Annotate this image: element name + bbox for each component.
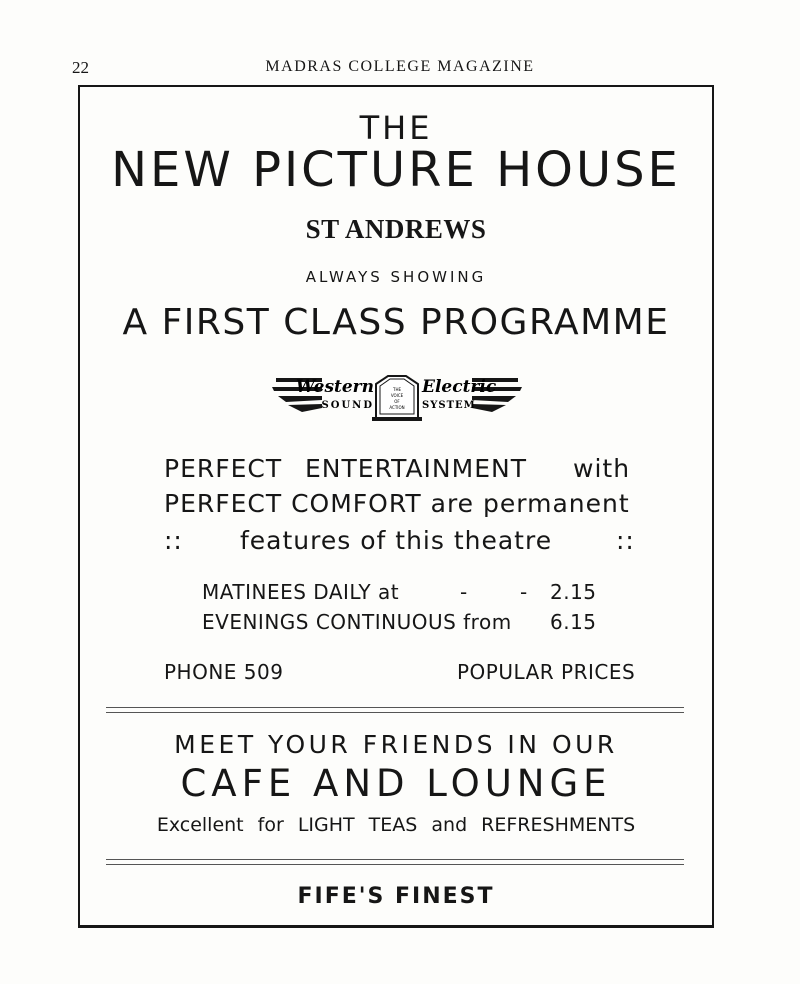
logo-western: Western: [295, 377, 374, 397]
evenings-label: EVENINGS CONTINUOUS from: [202, 610, 512, 634]
page-number: 22: [72, 58, 89, 77]
phone-number: PHONE 509: [164, 660, 284, 684]
logo-system: SYSTEM: [422, 400, 476, 411]
matinees-dash-2: -: [520, 580, 528, 604]
logo-sound: SOUND: [321, 400, 374, 411]
ad-the: THE: [359, 109, 433, 147]
perfect-line3-text: features of this theatre: [240, 526, 553, 555]
logo-center-3: OF: [394, 399, 400, 404]
town-name: ST ANDREWS: [305, 214, 487, 244]
perfect-line2: PERFECT COMFORT are permanent: [164, 489, 630, 518]
western-electric-logo: [272, 374, 522, 422]
meet-friends: MEET YOUR FRIENDS IN OUR: [174, 730, 618, 759]
perfect-line3-left: ::: [164, 526, 183, 555]
always-showing: ALWAYS SHOWING: [305, 268, 487, 286]
matinees-dash-1: -: [460, 580, 468, 604]
divider-bottom: [106, 859, 684, 865]
evenings-time: 6.15: [550, 610, 597, 634]
matinees-time: 2.15: [550, 580, 597, 604]
cinema-name: NEW PICTURE HOUSE: [111, 142, 681, 198]
advertisement-box: [78, 85, 714, 928]
perfect-line1-a: PERFECT: [164, 454, 283, 483]
perfect-line1-b: ENTERTAINMENT: [305, 454, 527, 483]
logo-electric: Electric: [422, 377, 497, 397]
cafe-lounge: CAFE AND LOUNGE: [180, 762, 612, 805]
logo-center-4: ACTION: [389, 405, 405, 410]
first-class-programme: A FIRST CLASS PROGRAMME: [122, 302, 670, 343]
fifes-finest: FIFE'S FINEST: [297, 884, 495, 909]
perfect-line1-c: with: [573, 454, 631, 483]
perfect-line3-right: ::: [616, 526, 635, 555]
divider-top: [106, 707, 684, 713]
excellent-teas: Excellent for LIGHT TEAS and REFRESHMENTS: [156, 814, 636, 836]
matinees-label: MATINEES DAILY at: [202, 580, 400, 604]
running-header: MADRAS COLLEGE MAGAZINE: [265, 58, 535, 75]
logo-center-1: THE: [393, 387, 401, 392]
logo-center-2: VOICE: [390, 393, 404, 398]
popular-prices: POPULAR PRICES: [457, 660, 636, 684]
